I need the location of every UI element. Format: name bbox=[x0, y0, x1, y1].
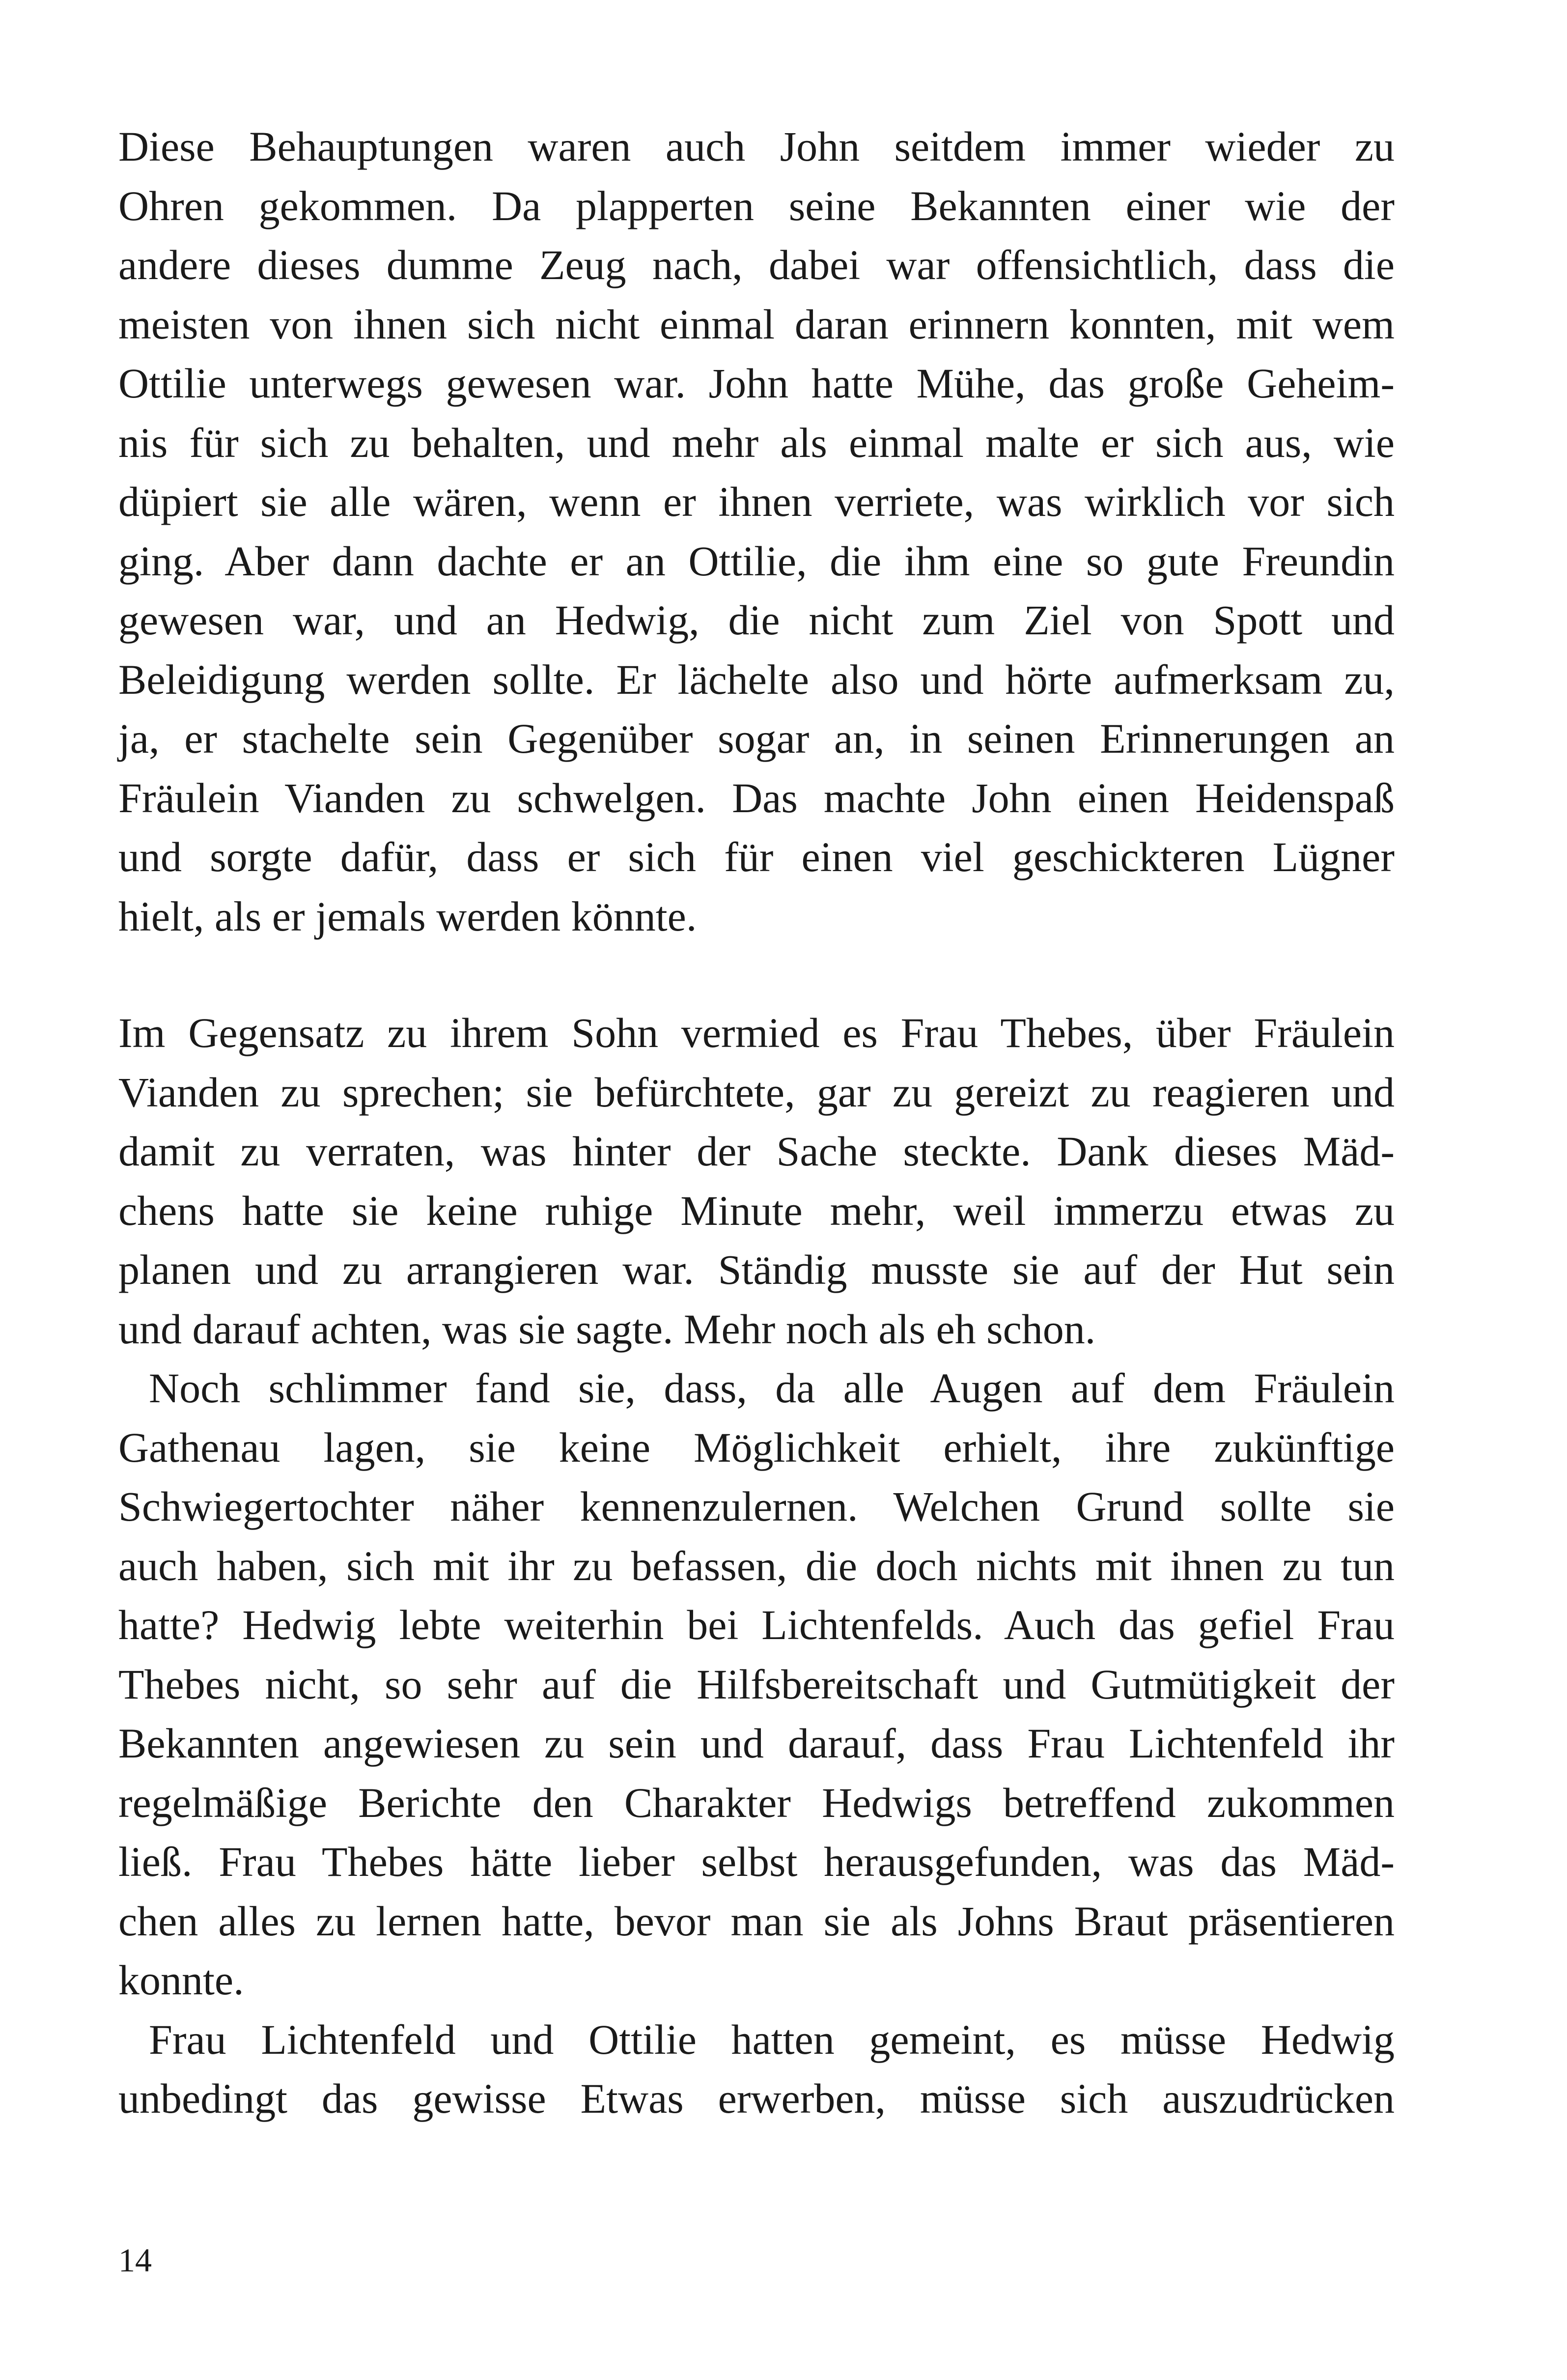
text-line: Beleidigung werden sollte. Er lächelte also und hörte aufmerksam zu, bbox=[118, 655, 1395, 703]
text-line: chens hatte sie keine ruhige Minute mehr, weil immerzu etwas zu bbox=[118, 1187, 1395, 1234]
text-line: Thebes nicht, so sehr auf die Hilfsbereitschaft und Gutmütigkeit der bbox=[118, 1660, 1395, 1708]
text-line: planen und zu arrangieren war. Ständig musste sie auf der Hut sein bbox=[118, 1246, 1395, 1293]
text-line: Noch schlimmer fand sie, dass, da alle Augen auf dem Fräulein bbox=[149, 1364, 1395, 1412]
text-line: chen alles zu lernen hatte, bevor man sie als Johns Braut präsentieren bbox=[118, 1897, 1395, 1945]
text-line: Ohren gekommen. Da plapperten seine Bekannten einer wie der bbox=[118, 182, 1395, 229]
text-line: unbedingt das gewisse Etwas erwerben, müsse sich auszudrücken bbox=[118, 2075, 1395, 2122]
paragraph-block-1 bbox=[118, 117, 1395, 946]
text-line: Schwiegertochter näher kennenzulernen. Welchen Grund sollte sie bbox=[118, 1483, 1395, 1530]
text-line: und darauf achten, was sie sagte. Mehr noch als eh schon. bbox=[118, 1305, 1096, 1353]
text-line: und sorgte dafür, dass er sich für einen viel geschickteren Lügner bbox=[118, 833, 1395, 880]
text-line: Im Gegensatz zu ihrem Sohn vermied es Frau Thebes, über Fräulein bbox=[118, 1009, 1395, 1056]
text-line: ließ. Frau Thebes hätte lieber selbst herausgefunden, was das Mäd- bbox=[118, 1838, 1395, 1885]
text-line: hatte? Hedwig lebte weiterhin bei Lichtenfelds. Auch das gefiel Frau bbox=[118, 1601, 1395, 1648]
text-line: Gathenau lagen, sie keine Möglichkeit erhielt, ihre zukünftige bbox=[118, 1423, 1395, 1471]
text-line: auch haben, sich mit ihr zu befassen, die doch nichts mit ihnen zu tun bbox=[118, 1542, 1395, 1589]
text-line: Fräulein Vianden zu schwelgen. Das machte John einen Heidenspaß bbox=[118, 774, 1395, 822]
text-line: andere dieses dumme Zeug nach, dabei war offensichtlich, dass die bbox=[118, 241, 1395, 288]
text-line: Bekannten angewiesen zu sein und darauf, dass Frau Lichtenfeld ihr bbox=[118, 1720, 1395, 1767]
text-line: ja, er stachelte sein Gegenüber sogar an, in seinen Erinnerungen an bbox=[118, 715, 1395, 762]
paragraph-block-2 bbox=[118, 1003, 1395, 2128]
text-line: ging. Aber dann dachte er an Ottilie, die ihm eine so gute Freundin bbox=[118, 537, 1395, 585]
text-line: gewesen war, und an Hedwig, die nicht zum Ziel von Spott und bbox=[118, 596, 1395, 644]
text-line: meisten von ihnen sich nicht einmal daran erinnern konnten, mit wem bbox=[118, 300, 1395, 348]
text-line: Ottilie unterwegs gewesen war. John hatte Mühe, das große Geheim- bbox=[118, 360, 1395, 407]
text-line: Diese Behauptungen waren auch John seitdem immer wieder zu bbox=[118, 123, 1395, 170]
text-line: nis für sich zu behalten, und mehr als einmal malte er sich aus, wie bbox=[118, 419, 1395, 466]
text-line: konnte. bbox=[118, 1956, 244, 2004]
page-number: 14 bbox=[118, 2241, 152, 2279]
text-line: hielt, als er jemals werden könnte. bbox=[118, 892, 697, 940]
text-line: damit zu verraten, was hinter der Sache steckte. Dank dieses Mäd- bbox=[118, 1128, 1395, 1175]
text-line: Frau Lichtenfeld und Ottilie hatten gemeint, es müsse Hedwig bbox=[149, 2015, 1395, 2063]
text-line: regelmäßige Berichte den Charakter Hedwigs betreffend zukommen bbox=[118, 1779, 1395, 1826]
text-line: düpiert sie alle wären, wenn er ihnen verriete, was wirklich vor sich bbox=[118, 478, 1395, 525]
text-line: Vianden zu sprechen; sie befürchtete, gar zu gereizt zu reagieren und bbox=[118, 1068, 1395, 1116]
